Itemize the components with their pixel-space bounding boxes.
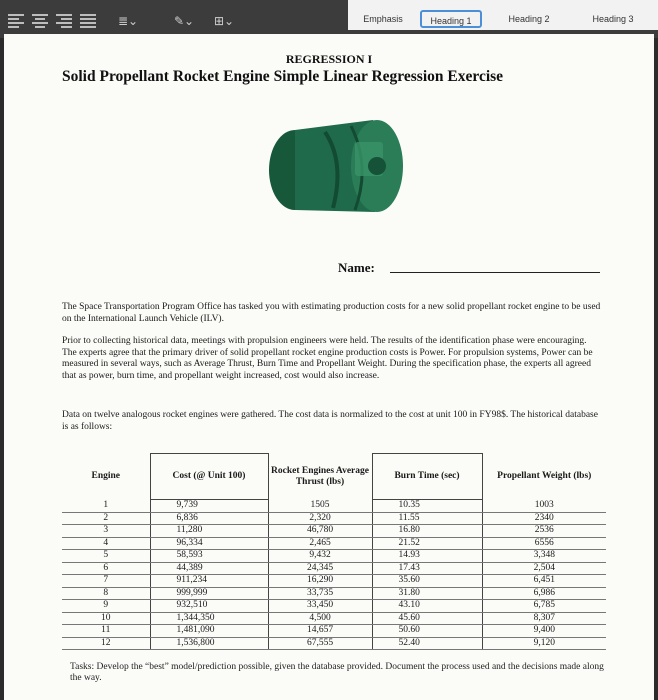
cell-engine: 10 (62, 612, 150, 625)
cell-thrust: 14,657 (268, 625, 372, 638)
list-icon[interactable]: ≣⌄ (118, 14, 139, 28)
table-row (62, 562, 606, 575)
cell-cost: 999,999 (150, 587, 268, 600)
cell-propellant-weight: 2340 (482, 512, 606, 525)
cell-propellant-weight: 6,785 (482, 600, 606, 613)
cell-engine: 4 (62, 537, 150, 550)
cell-thrust: 16,290 (268, 575, 372, 588)
cell-thrust: 9,432 (268, 550, 372, 563)
cell-cost: 11,280 (150, 525, 268, 538)
table-header-row (62, 454, 606, 500)
cell-engine: 7 (62, 575, 150, 588)
cell-burn-time: 11.55 (372, 512, 482, 525)
cell-thrust: 4,500 (268, 612, 372, 625)
cell-propellant-weight: 6,986 (482, 587, 606, 600)
table-row (62, 625, 606, 638)
cell-cost: 1,344,350 (150, 612, 268, 625)
cell-burn-time: 17.43 (372, 562, 482, 575)
cell-engine: 1 (62, 500, 150, 513)
cell-cost: 96,334 (150, 537, 268, 550)
table-row (62, 600, 606, 613)
table-row (62, 612, 606, 625)
cell-cost: 9,739 (150, 500, 268, 513)
cell-propellant-weight: 6556 (482, 537, 606, 550)
cell-propellant-weight: 1003 (482, 500, 606, 513)
header-propellant-weight: Propellant Weight (lbs) (497, 471, 592, 482)
cell-burn-time: 31.80 (372, 587, 482, 600)
cell-thrust: 24,345 (268, 562, 372, 575)
table-row (62, 500, 606, 513)
cell-cost: 911,234 (150, 575, 268, 588)
name-label: Name: (338, 260, 375, 275)
cell-propellant-weight: 9,120 (482, 637, 606, 650)
cell-cost: 44,389 (150, 562, 268, 575)
paragraph-identification: Prior to collecting historical data, meetings with propulsion engineers were held. The results of the identification phase were encouraging. The experts agree that the primary driver of solid propellant rocket engine production costs is Power. For propulsion systems, Power can be measured in several ways, such as Average Thrust, Burn Time and Propellant Weight. During the specification phase, the experts all agreed that as power, burn time, and propellant weight increased, cost would also increase. (62, 336, 593, 381)
cell-burn-time: 50.60 (372, 625, 482, 638)
cell-engine: 11 (62, 625, 150, 638)
cell-engine: 8 (62, 587, 150, 600)
cell-cost: 58,593 (150, 550, 268, 563)
table-row (62, 525, 606, 538)
style-emphasis[interactable]: Emphasis (363, 14, 403, 24)
cell-cost: 1,481,090 (150, 625, 268, 638)
document-title: Solid Propellant Rocket Engine Simple Linear Regression Exercise (62, 68, 504, 85)
table-grid-icon[interactable]: ⊞⌄ (214, 14, 235, 28)
header-average-thrust: Rocket Engines Average Thrust (lbs) (271, 466, 369, 487)
cell-thrust: 33,735 (268, 587, 372, 600)
header-engine: Engine (91, 471, 120, 482)
cell-engine: 2 (62, 512, 150, 525)
paragraph-data: Data on twelve analogous rocket engines were gathered. The cost data is normalized to the cost at unit 100 in FY98$. The historical database is as follows: (62, 410, 598, 432)
cell-cost: 932,510 (150, 600, 268, 613)
cell-thrust: 2,465 (268, 537, 372, 550)
cell-engine: 6 (62, 562, 150, 575)
cell-thrust: 67,555 (268, 637, 372, 650)
ribbon-toolbar (0, 0, 658, 38)
document-subtitle: REGRESSION I (285, 52, 373, 66)
cell-cost: 1,536,800 (150, 637, 268, 650)
paragraph-intro: The Space Transportation Program Office has tasked you with estimating production costs for a new solid propellant rocket engine to be used on the International Launch Vehicle (ILV). (62, 302, 601, 324)
table-row (62, 587, 606, 600)
header-cost: Cost (@ Unit 100) (150, 454, 268, 500)
table-row (62, 637, 606, 650)
cell-engine: 9 (62, 600, 150, 613)
header-burn-time: Burn Time (sec) (372, 454, 482, 500)
historical-data-table (62, 453, 606, 650)
cell-engine: 5 (62, 550, 150, 563)
align-right-icon[interactable] (56, 14, 72, 28)
cell-burn-time: 52.40 (372, 637, 482, 650)
cell-thrust: 33,450 (268, 600, 372, 613)
cell-thrust: 1505 (268, 500, 372, 513)
cell-propellant-weight: 8,307 (482, 612, 606, 625)
cell-thrust: 46,780 (268, 525, 372, 538)
cell-burn-time: 21.52 (372, 537, 482, 550)
cell-propellant-weight: 9,400 (482, 625, 606, 638)
table-row (62, 575, 606, 588)
cell-burn-time: 43.10 (372, 600, 482, 613)
cell-engine: 3 (62, 525, 150, 538)
style-heading-2[interactable]: Heading 2 (508, 14, 550, 24)
cell-burn-time: 14.93 (372, 550, 482, 563)
style-heading-3[interactable]: Heading 3 (592, 14, 634, 24)
cell-cost: 6,836 (150, 512, 268, 525)
align-center-icon[interactable] (32, 14, 48, 28)
cell-engine: 12 (62, 637, 150, 650)
align-left-icon[interactable] (8, 14, 24, 28)
highlight-icon[interactable]: ✎⌄ (174, 14, 195, 28)
cell-propellant-weight: 2,504 (482, 562, 606, 575)
cell-burn-time: 35.60 (372, 575, 482, 588)
table-row (62, 512, 606, 525)
rocket-engine-image (255, 112, 410, 222)
name-field[interactable] (390, 272, 600, 273)
cell-burn-time: 10.35 (372, 500, 482, 513)
cell-propellant-weight: 2536 (482, 525, 606, 538)
cell-burn-time: 45.60 (372, 612, 482, 625)
table-row (62, 550, 606, 563)
style-heading-1[interactable]: Heading 1 (420, 10, 482, 28)
cell-burn-time: 16.80 (372, 525, 482, 538)
tasks-text: Tasks: Develop the “best” model/prediction possible, given the database provided. Document the process used and the decisions made along the way. (70, 662, 604, 683)
cell-thrust: 2,320 (268, 512, 372, 525)
justify-icon[interactable] (80, 14, 96, 28)
cell-propellant-weight: 3,348 (482, 550, 606, 563)
table-row (62, 537, 606, 550)
cell-propellant-weight: 6,451 (482, 575, 606, 588)
